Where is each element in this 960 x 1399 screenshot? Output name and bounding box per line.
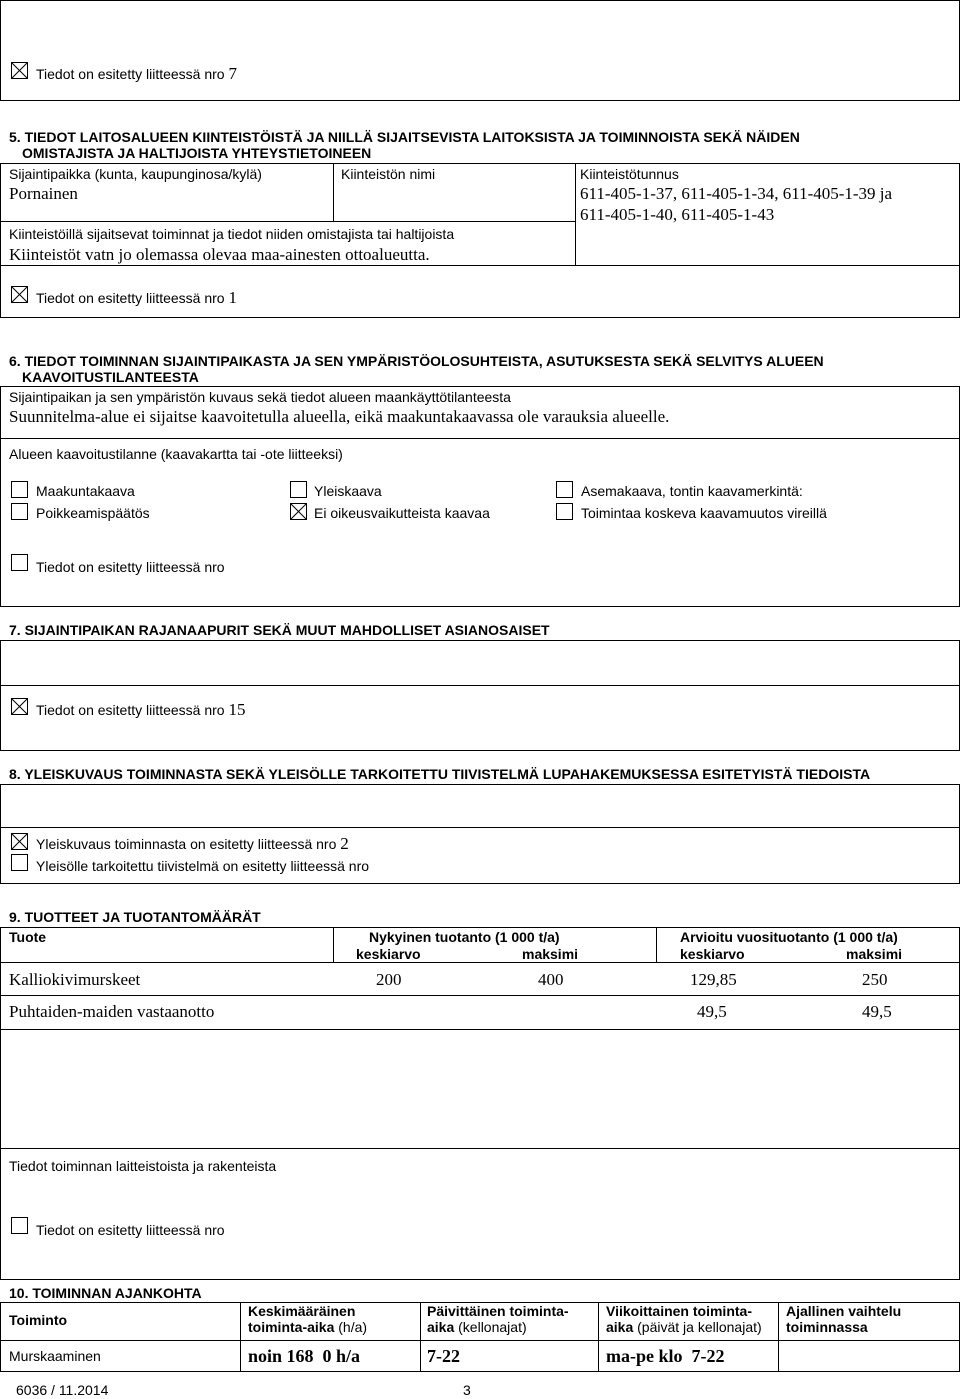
timing-col-hours-unit: (h/a) xyxy=(338,1319,368,1335)
timing-col-daily-line1: Päivittäinen toiminta- xyxy=(427,1303,569,1319)
timing-col-weekly-line1: Viikoittainen toiminta- xyxy=(606,1303,752,1319)
timing-col-variation-line2: toiminnassa xyxy=(786,1319,868,1335)
section-7-attachment-checkbox[interactable] xyxy=(11,698,28,715)
attachment-7-checkbox[interactable] xyxy=(11,62,28,79)
section-6-attachment-label: Tiedot on esitetty liitteessä nro xyxy=(36,559,225,575)
timing-col-activity: Toiminto xyxy=(9,1312,68,1328)
timing-row-activity[interactable]: Murskaaminen xyxy=(9,1348,101,1364)
products-sub-current-avg: keskiarvo xyxy=(356,946,421,962)
product-row-2-estimated-max[interactable]: 49,5 xyxy=(862,1002,892,1021)
zoning-option-label-detailed-plan: Asemakaava, tontin kaavamerkintä: xyxy=(581,483,803,499)
summary-attachment-checkbox[interactable] xyxy=(11,854,28,871)
zoning-label: Alueen kaavoitustilanne (kaavakartta tai -ote liitteeksi) xyxy=(9,446,343,462)
section-5-attachment-number: 1 xyxy=(228,288,237,307)
zoning-option-checkbox-master-plan[interactable] xyxy=(290,481,307,498)
section-6-attachment-checkbox[interactable] xyxy=(11,554,28,571)
timing-col-variation-line1: Ajallinen vaihtelu xyxy=(786,1303,902,1319)
section-9-attachment-label: Tiedot on esitetty liitteessä nro xyxy=(36,1222,225,1238)
section-5-title-line1: 5. TIEDOT LAITOSALUEEN KIINTEISTÖISTÄ JA NIILLÄ SIJAITSEVISTA LAITOKSISTA JA TOIMINNOISTA SEKÄ NÄIDEN xyxy=(9,129,800,145)
zoning-option-label-exception-decision: Poikkeamispäätös xyxy=(36,505,150,521)
zoning-option-label-regional-plan: Maakuntakaava xyxy=(36,483,135,499)
section-5-title-line2: OMISTAJISTA JA HALTIJOISTA YHTEYSTIETOINEEN xyxy=(22,145,372,161)
products-col-product: Tuote xyxy=(9,929,47,945)
zoning-option-label-no-legal-plan: Ei oikeusvaikutteista kaavaa xyxy=(314,505,490,521)
timing-row-hours[interactable]: noin 168 0 h/a xyxy=(248,1346,361,1366)
products-col-current: Nykyinen tuotanto (1 000 t/a) xyxy=(369,929,560,945)
overview-attachment-checkbox[interactable] xyxy=(11,833,28,850)
section-5-attachment-label: Tiedot on esitetty liitteessä nro xyxy=(36,290,225,306)
product-row-1-current-max[interactable]: 400 xyxy=(538,970,564,989)
overview-field[interactable] xyxy=(1,785,959,827)
products-col-estimated: Arvioitu vuosituotanto (1 000 t/a) xyxy=(680,929,898,945)
footer-page-number: 3 xyxy=(463,1382,471,1398)
activities-value[interactable]: Kiinteistöt vatn jo olemassa olevaa maa-ainesten ottoalueutta. xyxy=(9,245,430,264)
product-row-1-estimated-max[interactable]: 250 xyxy=(862,970,888,989)
summary-attachment-label: Yleisölle tarkoitettu tiivistelmä on esitetty liitteessä nro xyxy=(36,858,370,874)
zoning-option-checkbox-regional-plan[interactable] xyxy=(11,481,28,498)
section-5-attachment-checkbox[interactable] xyxy=(11,286,28,303)
location-description-label: Sijaintipaikan ja sen ympäristön kuvaus sekä tiedot alueen maankäyttötilanteesta xyxy=(9,389,511,405)
zoning-option-label-master-plan: Yleiskaava xyxy=(314,483,382,499)
location-label: Sijaintipaikka (kunta, kaupunginosa/kylä) xyxy=(9,166,262,182)
timing-col-daily-unit: (kellonajat) xyxy=(458,1319,527,1335)
property-name-label: Kiinteistön nimi xyxy=(341,166,436,182)
overview-attachment-number: 2 xyxy=(340,834,349,853)
location-description-value[interactable]: Suunnitelma-alue ei sijaitse kaavoitetulla alueella, eikä maakuntakaavassa ole varauksia alueelle. xyxy=(9,407,670,426)
facilities-label: Tiedot toiminnan laitteistoista ja rakenteista xyxy=(9,1158,277,1174)
section-10-title: 10. TOIMINNAN AJANKOHTA xyxy=(9,1285,202,1301)
products-sub-current-max: maksimi xyxy=(522,946,579,962)
section-9-attachment-checkbox[interactable] xyxy=(11,1217,28,1234)
timing-col-hours-line1: Keskimääräinen xyxy=(248,1303,356,1319)
product-row-1-name[interactable]: Kalliokivimurskeet xyxy=(9,970,141,989)
section-8-title: 8. YLEISKUVAUS TOIMINNASTA SEKÄ YLEISÖLLE TARKOITETTU TIIVISTELMÄ LUPAHAKEMUKSESSA ESITETYISTÄ TIEDOISTA xyxy=(9,766,871,782)
section-7-title: 7. SIJAINTIPAIKAN RAJANAAPURIT SEKÄ MUUT MAHDOLLISET ASIANOSAISET xyxy=(9,622,550,638)
section-7-attachment-number: 15 xyxy=(228,700,246,719)
product-row-1-estimated-avg[interactable]: 129,85 xyxy=(690,970,737,989)
products-sub-estimated-avg: keskiarvo xyxy=(680,946,745,962)
property-id-label: Kiinteistötunnus xyxy=(580,166,679,182)
property-id-value-line2[interactable]: 611-405-1-40, 611-405-1-43 xyxy=(580,205,775,224)
timing-col-weekly-line2: aika xyxy=(606,1319,634,1335)
attachment-7-number: 7 xyxy=(228,64,237,83)
neighbours-field[interactable] xyxy=(1,641,959,685)
property-id-value-line1[interactable]: 611-405-1-37, 611-405-1-34, 611-405-1-39 ja xyxy=(580,184,893,203)
timing-col-daily-line2: aika xyxy=(427,1319,455,1335)
location-value[interactable]: Pornainen xyxy=(9,184,78,203)
activities-label: Kiinteistöillä sijaitsevat toiminnat ja tiedot niiden omistajista tai haltijoista xyxy=(9,226,455,242)
product-row-2-estimated-avg[interactable]: 49,5 xyxy=(697,1002,727,1021)
zoning-option-checkbox-detailed-plan[interactable] xyxy=(556,481,573,498)
product-row-1-current-avg[interactable]: 200 xyxy=(376,970,402,989)
timing-col-weekly-unit: (päivät ja kellonajat) xyxy=(637,1319,762,1335)
products-sub-estimated-max: maksimi xyxy=(846,946,903,962)
timing-row-daily[interactable]: 7-22 xyxy=(427,1346,460,1366)
section-6-title-line1: 6. TIEDOT TOIMINNAN SIJAINTIPAIKASTA JA SEN YMPÄRISTÖOLOSUHTEISTA, ASUTUKSESTA SEKÄ SELVITYS ALUEEN xyxy=(9,353,824,369)
timing-row-weekly[interactable]: ma-pe klo 7-22 xyxy=(606,1346,725,1366)
zoning-option-checkbox-exception-decision[interactable] xyxy=(11,503,28,520)
zoning-option-checkbox-plan-change-pending[interactable] xyxy=(556,503,573,520)
section-7-attachment-label: Tiedot on esitetty liitteessä nro xyxy=(36,702,225,718)
overview-attachment-label: Yleiskuvaus toiminnasta on esitetty liitteessä nro xyxy=(36,836,337,852)
attachment-7-label: Tiedot on esitetty liitteessä nro xyxy=(36,66,225,82)
section-6-title-line2: KAAVOITUSTILANTEESTA xyxy=(22,369,199,385)
footer-form-code: 6036 / 11.2014 xyxy=(16,1382,109,1398)
zoning-option-label-plan-change-pending: Toimintaa koskeva kaavamuutos vireillä xyxy=(581,505,827,521)
timing-col-hours-line2: toiminta-aika xyxy=(248,1319,335,1335)
section-9-title: 9. TUOTTEET JA TUOTANTOMÄÄRÄT xyxy=(9,909,261,925)
product-row-2-name[interactable]: Puhtaiden-maiden vastaanotto xyxy=(9,1002,215,1021)
zoning-option-checkbox-no-legal-plan[interactable] xyxy=(290,503,307,520)
